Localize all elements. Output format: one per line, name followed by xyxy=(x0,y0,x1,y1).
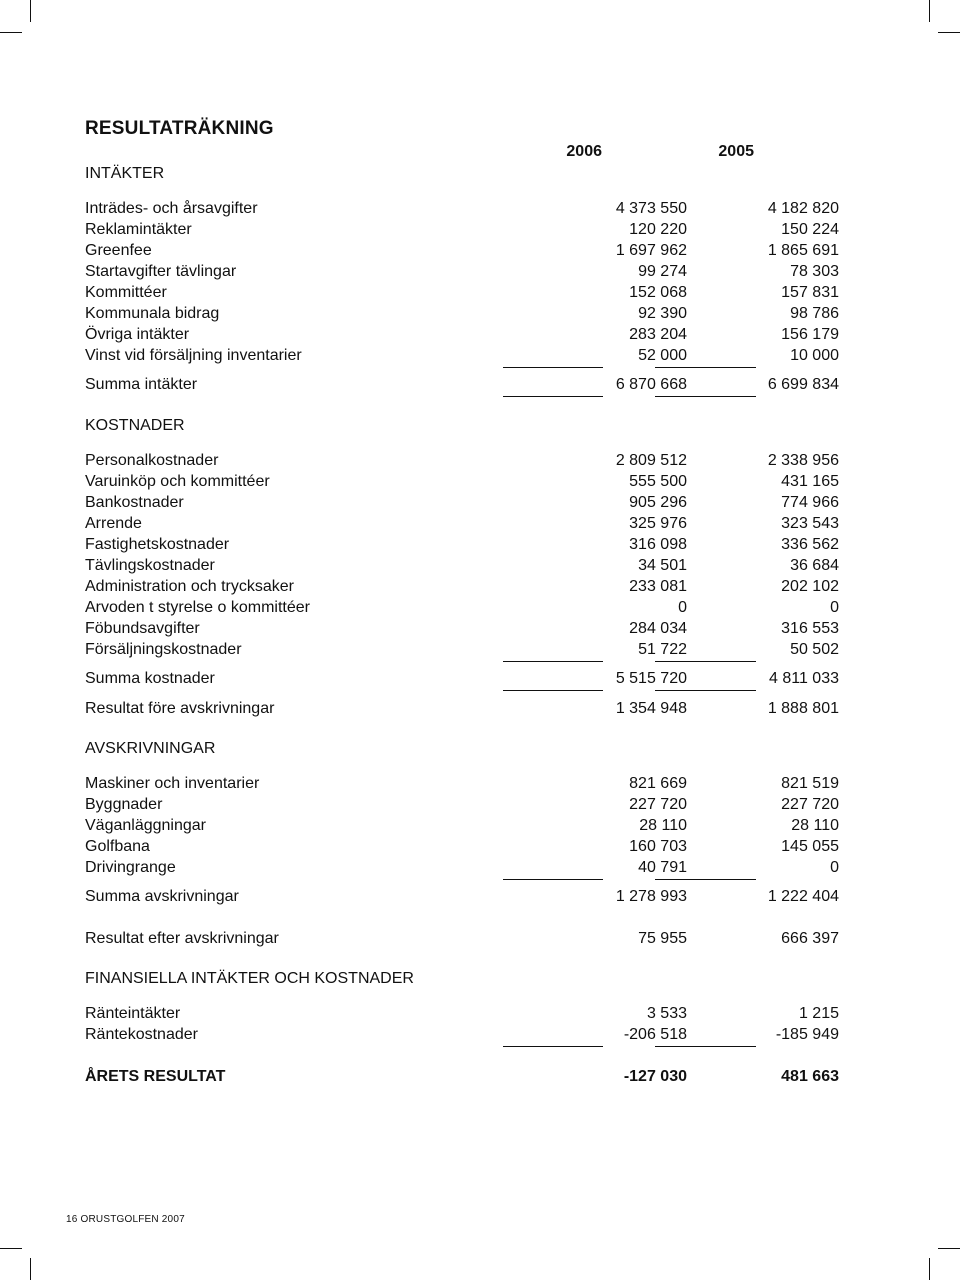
value-2006: -206 518 xyxy=(623,1026,687,1043)
table-row xyxy=(85,857,839,878)
table-row xyxy=(85,794,839,815)
section-heading-finansiella: FINANSIELLA INTÄKTER OCH KOSTNADER xyxy=(85,970,414,987)
value-2005: 36 684 xyxy=(790,557,839,574)
value-2006: 4 373 550 xyxy=(615,200,687,217)
value-2005: 336 562 xyxy=(781,536,839,553)
value-2005: 0 xyxy=(830,859,839,876)
value-2006: 284 034 xyxy=(629,620,687,637)
value-2005: 1 888 801 xyxy=(767,700,839,717)
value-2006: 5 515 720 xyxy=(615,670,687,687)
value-2006: 283 204 xyxy=(629,326,687,343)
row-label: Varuinköp och kommittéer xyxy=(85,473,270,490)
result-before-row xyxy=(85,698,839,719)
table-row xyxy=(85,450,839,471)
column-rule xyxy=(655,690,756,691)
value-2005: 157 831 xyxy=(781,284,839,301)
row-label: Väganläggningar xyxy=(85,817,206,834)
row-label: Tävlingskostnader xyxy=(85,557,215,574)
value-2005: 98 786 xyxy=(790,305,839,322)
value-2005: 316 553 xyxy=(781,620,839,637)
table-row xyxy=(85,597,839,618)
value-2005: 821 519 xyxy=(781,775,839,792)
row-label: Summa intäkter xyxy=(85,376,198,393)
row-label: Övriga intäkter xyxy=(85,326,190,343)
table-row xyxy=(85,513,839,534)
year-header-2006: 2006 xyxy=(566,143,602,160)
row-label: ÅRETS RESULTAT xyxy=(85,1068,226,1085)
table-row xyxy=(85,324,839,345)
value-2005: 1 215 xyxy=(798,1005,839,1022)
table-row xyxy=(85,555,839,576)
page-footer: 16 ORUSTGOLFEN 2007 xyxy=(66,1214,185,1225)
value-2006: 28 110 xyxy=(639,817,687,834)
value-2006: -127 030 xyxy=(623,1068,687,1085)
value-2006: 75 955 xyxy=(638,930,687,947)
crop-mark xyxy=(929,0,930,22)
value-2006: 555 500 xyxy=(629,473,687,490)
row-label: Reklamintäkter xyxy=(85,221,192,238)
value-2005: 2 338 956 xyxy=(767,452,839,469)
value-2005: 10 000 xyxy=(790,347,839,364)
value-2005: 4 811 033 xyxy=(769,670,839,687)
value-2006: 2 809 512 xyxy=(615,452,687,469)
row-label: Inträdes- och årsavgifter xyxy=(85,200,258,217)
column-rule xyxy=(655,396,756,397)
table-row xyxy=(85,576,839,597)
value-2006: 40 791 xyxy=(638,859,687,876)
value-2005: 481 663 xyxy=(781,1068,839,1085)
row-label: Arrende xyxy=(85,515,142,532)
row-label: Maskiner och inventarier xyxy=(85,775,260,792)
value-2005: 4 182 820 xyxy=(767,200,839,217)
row-label: Resultat efter avskrivningar xyxy=(85,930,279,947)
total-row-intakter xyxy=(85,374,839,395)
column-rule xyxy=(655,879,756,880)
total-row-kostnader xyxy=(85,668,839,689)
total-row-avskrivningar xyxy=(85,886,839,907)
value-2005: 50 502 xyxy=(790,641,839,658)
value-2005: 323 543 xyxy=(781,515,839,532)
row-label: Greenfee xyxy=(85,242,152,259)
table-row xyxy=(85,282,839,303)
table-row xyxy=(85,240,839,261)
row-label: Administration och trycksaker xyxy=(85,578,294,595)
value-2006: 821 669 xyxy=(629,775,687,792)
value-2005: 666 397 xyxy=(781,930,839,947)
column-rule xyxy=(655,661,756,662)
section-heading-kostnader: KOSTNADER xyxy=(85,417,185,434)
column-rule xyxy=(503,690,603,691)
row-label: Fastighetskostnader xyxy=(85,536,230,553)
value-2005: 1 222 404 xyxy=(767,888,839,905)
value-2006: 152 068 xyxy=(629,284,687,301)
value-2006: 0 xyxy=(678,599,687,616)
row-label: Ränteintäkter xyxy=(85,1005,181,1022)
crop-mark xyxy=(0,1248,22,1249)
row-label: Startavgifter tävlingar xyxy=(85,263,237,280)
value-2005: 6 699 834 xyxy=(767,376,839,393)
row-label: Byggnader xyxy=(85,796,163,813)
column-rule xyxy=(655,1046,756,1047)
row-label: Föbundsavgifter xyxy=(85,620,200,637)
value-2005: -185 949 xyxy=(775,1026,839,1043)
value-2005: 78 303 xyxy=(790,263,839,280)
column-rule xyxy=(503,396,603,397)
table-row xyxy=(85,618,839,639)
crop-mark xyxy=(30,1258,31,1280)
table-row xyxy=(85,1003,839,1024)
value-2005: 150 224 xyxy=(781,221,839,238)
table-row xyxy=(85,534,839,555)
row-label: Golfbana xyxy=(85,838,150,855)
value-2006: 51 722 xyxy=(638,641,687,658)
value-2006: 316 098 xyxy=(629,536,687,553)
row-label: Vinst vid försäljning inventarier xyxy=(85,347,302,364)
value-2006: 1 354 948 xyxy=(615,700,687,717)
column-rule xyxy=(503,367,603,368)
row-label: Bankostnader xyxy=(85,494,184,511)
table-row xyxy=(85,471,839,492)
table-row xyxy=(85,1024,839,1045)
annual-result-row xyxy=(85,1066,839,1087)
page-title: RESULTATRÄKNING xyxy=(85,118,274,139)
table-row xyxy=(85,219,839,240)
result-after-row xyxy=(85,928,839,949)
value-2006: 1 278 993 xyxy=(615,888,687,905)
row-label: Kommunala bidrag xyxy=(85,305,220,322)
value-2006: 3 533 xyxy=(646,1005,687,1022)
value-2005: 28 110 xyxy=(791,817,839,834)
value-2005: 202 102 xyxy=(781,578,839,595)
value-2006: 52 000 xyxy=(638,347,687,364)
column-rule xyxy=(503,1046,603,1047)
table-row xyxy=(85,836,839,857)
column-rule xyxy=(503,879,603,880)
value-2006: 99 274 xyxy=(638,263,687,280)
row-label: Personalkostnader xyxy=(85,452,219,469)
value-2006: 120 220 xyxy=(629,221,687,238)
value-2006: 34 501 xyxy=(638,557,687,574)
value-2006: 6 870 668 xyxy=(615,376,687,393)
year-header-2005: 2005 xyxy=(718,143,754,160)
row-label: Summa avskrivningar xyxy=(85,888,239,905)
value-2005: 227 720 xyxy=(781,796,839,813)
row-label: Försäljningskostnader xyxy=(85,641,242,658)
table-row xyxy=(85,261,839,282)
table-row xyxy=(85,198,839,219)
value-2006: 227 720 xyxy=(629,796,687,813)
value-2005: 156 179 xyxy=(781,326,839,343)
row-label: Summa kostnader xyxy=(85,670,215,687)
row-label: Arvoden t styrelse o kommittéer xyxy=(85,599,310,616)
table-row xyxy=(85,345,839,366)
value-2006: 905 296 xyxy=(629,494,687,511)
crop-mark xyxy=(0,32,22,33)
crop-mark xyxy=(929,1258,930,1280)
table-row xyxy=(85,815,839,836)
value-2006: 325 976 xyxy=(629,515,687,532)
table-row xyxy=(85,303,839,324)
table-row xyxy=(85,492,839,513)
value-2006: 160 703 xyxy=(629,838,687,855)
value-2005: 145 055 xyxy=(781,838,839,855)
column-rule xyxy=(655,367,756,368)
section-heading-avskrivningar: AVSKRIVNINGAR xyxy=(85,740,216,757)
table-row xyxy=(85,773,839,794)
crop-mark xyxy=(938,32,960,33)
column-rule xyxy=(503,661,603,662)
crop-mark xyxy=(938,1248,960,1249)
value-2005: 1 865 691 xyxy=(767,242,839,259)
row-label: Kommittéer xyxy=(85,284,167,301)
value-2005: 774 966 xyxy=(781,494,839,511)
row-label: Resultat före avskrivningar xyxy=(85,700,275,717)
row-label: Räntekostnader xyxy=(85,1026,198,1043)
section-heading-intakter: INTÄKTER xyxy=(85,165,165,182)
value-2006: 233 081 xyxy=(629,578,687,595)
table-row xyxy=(85,639,839,660)
value-2005: 0 xyxy=(830,599,839,616)
value-2005: 431 165 xyxy=(781,473,839,490)
value-2006: 1 697 962 xyxy=(615,242,687,259)
row-label: Drivingrange xyxy=(85,859,176,876)
value-2006: 92 390 xyxy=(638,305,687,322)
crop-mark xyxy=(30,0,31,22)
